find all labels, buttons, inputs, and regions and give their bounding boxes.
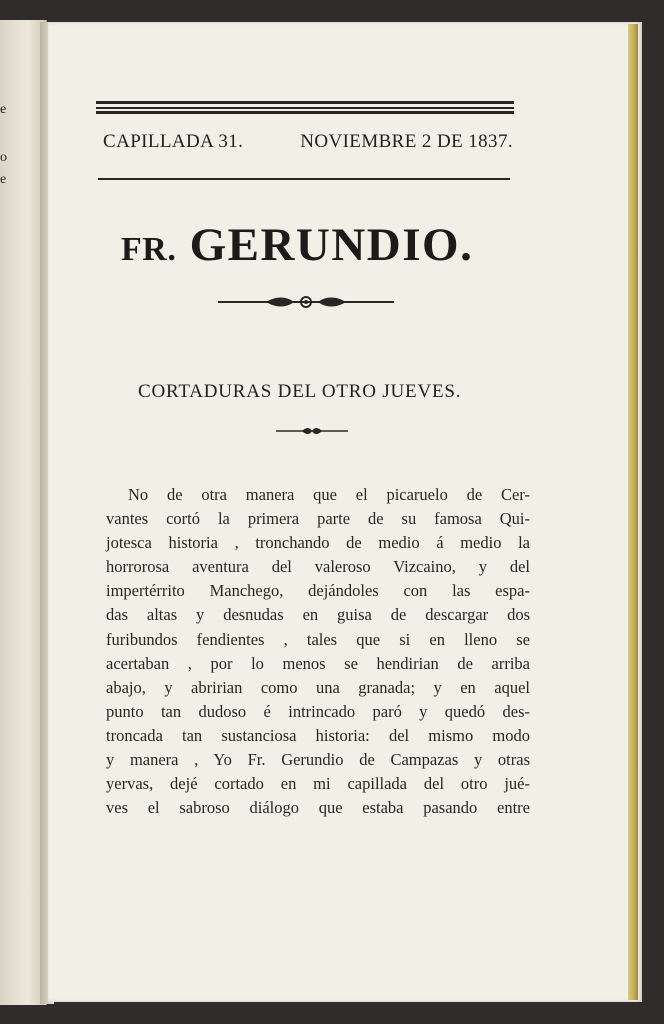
header-rule-top [96,101,514,104]
masthead-name: GERUNDIO. [189,219,474,271]
body-line: y manera , Yo Fr. Gerundio de Campazas y otras [106,750,530,770]
masthead-prefix: FR. [121,231,177,268]
body-line: yervas, dejé cortado en mi capillada del otro jué- [106,774,530,794]
ornament-rule-icon [216,294,396,310]
header-rule-bottom [96,111,514,114]
body-line: ves el sabroso diálogo que estaba pasando entre [106,798,530,818]
body-line: No de otra manera que el picaruelo de Cer- [128,485,530,504]
body-line: horrorosa aventura del valeroso Vizcaino, y del [106,557,530,577]
issue-number: CAPILLADA 31. [103,131,244,152]
body-line: punto tan dudoso é intrincado paró y quedó des- [106,701,530,721]
facing-page-fragment: e [0,172,7,187]
body-line: jotesca historia , tronchando de medio á medio la [106,533,530,553]
gilt-page-edge [628,24,638,1000]
masthead-title [121,218,501,282]
body-line: furibundos fendientes , tales que si en lleno se [106,629,530,649]
header-underline [98,178,510,180]
facing-page-fragment: e [0,102,7,117]
body-line: troncada tan sustanciosa historia: del mismo modo [106,725,530,745]
issue-date: NOVIEMBRE 2 DE 1837. [300,131,513,152]
body-line: acertaban , por lo menos se hendirian de arriba [106,653,530,673]
header-rule-middle [96,107,514,109]
facing-page-fragment: o [0,150,7,165]
body-line: impertérrito Manchego, dejándoles con las espa- [106,581,530,601]
body-line: das altas y desnudas en guisa de descargar dos [106,605,530,625]
article-body [106,483,530,820]
ornament-small-icon [274,425,350,437]
body-line: vantes cortó la primera parte de su famosa Qui- [106,509,530,529]
running-header [103,131,513,159]
body-line: abajo, y abririan como una granada; y en aquel [106,677,530,697]
section-title: CORTADURAS DEL OTRO JUEVES. [138,381,462,402]
